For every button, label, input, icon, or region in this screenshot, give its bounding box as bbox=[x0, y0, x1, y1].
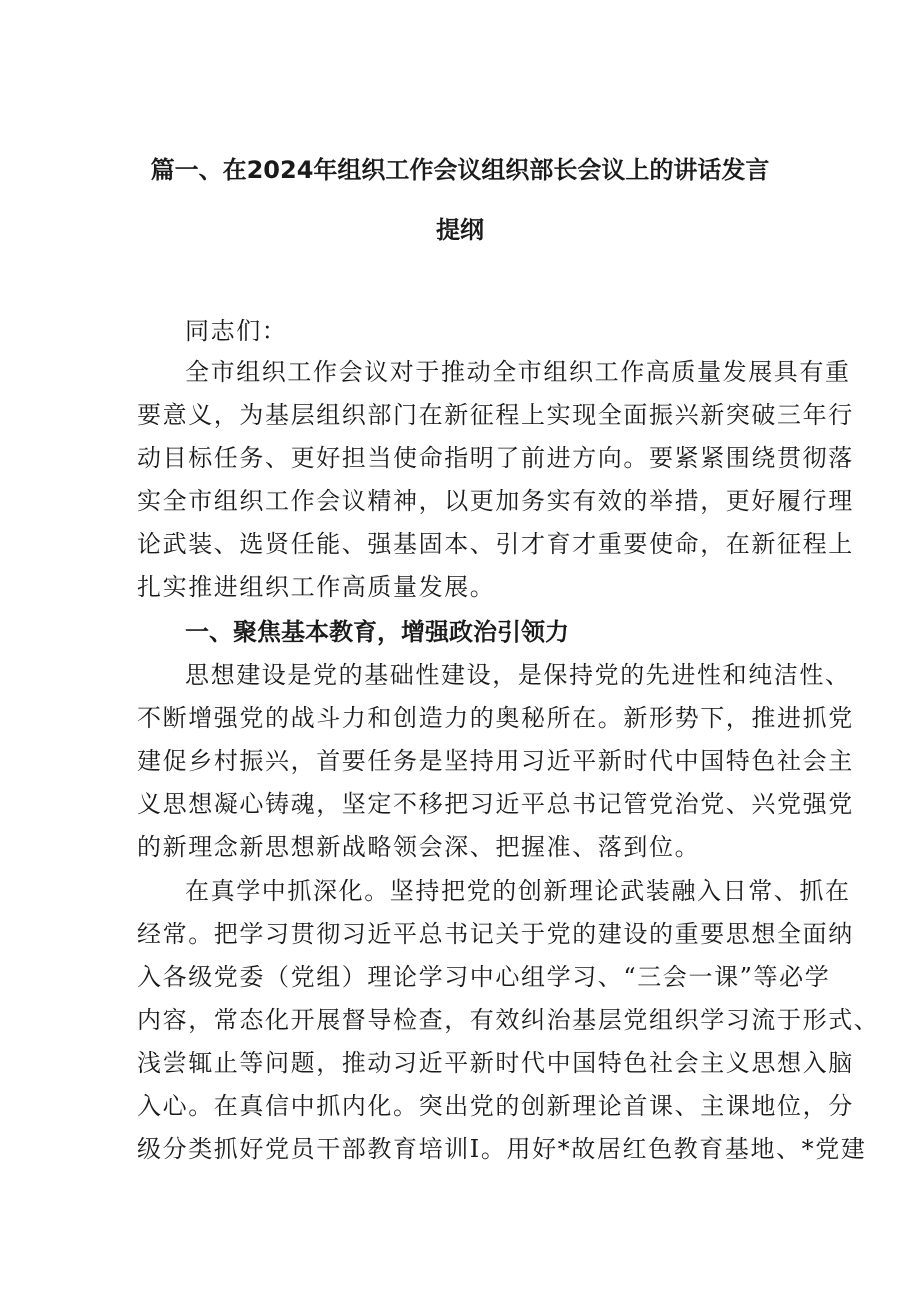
salutation: 同志们： bbox=[185, 317, 288, 345]
paragraph-3-line-3: 入各级党委（党组）理论学习中心组学习、“三会一课”等必学 bbox=[137, 963, 831, 991]
paragraph-1-line-3: 动目标任务、更好担当使命指明了前进方向。要紧紧围绕贯彻落 bbox=[137, 444, 854, 472]
section-1-heading: 一、聚焦基本教育，增强政治引领力 bbox=[185, 618, 569, 646]
paragraph-1-line-6: 扎实推进组织工作高质量发展。 bbox=[137, 573, 496, 601]
paragraph-3-line-4: 内容，常态化开展督导检查，有效纠治基层党组织学习流于形式、 bbox=[137, 1006, 880, 1034]
paragraph-1-line-4: 实全市组织工作会议精神，以更加务实有效的举措，更好履行理 bbox=[137, 487, 854, 515]
paragraph-2-line-4: 义思想凝心铸魂，坚定不移把习近平总书记管党治党、兴党强党 bbox=[137, 790, 854, 818]
paragraph-3-line-1: 在真学中抓深化。坚持把党的创新理论武装融入日常、抓在 bbox=[185, 877, 851, 905]
paragraph-2-line-2: 不断增强党的战斗力和创造力的奥秘所在。新形势下，推进抓党 bbox=[137, 704, 854, 732]
paragraph-1-line-2: 要意义，为基层组织部门在新征程上实现全面振兴新突破三年行 bbox=[137, 401, 854, 429]
document-title-line-1: 篇一、在2024年组织工作会议组织部长会议上的讲话发言 bbox=[150, 156, 770, 184]
paragraph-2-line-1: 思想建设是党的基础性建设，是保持党的先进性和纯洁性、 bbox=[185, 661, 851, 689]
paragraph-1-line-5: 论武装、选贤任能、强基固本、引才育才重要使命，在新征程上 bbox=[137, 530, 854, 558]
paragraph-3-line-5: 浅尝辄止等问题，推动习近平新时代中国特色社会主义思想入脑 bbox=[137, 1049, 854, 1077]
paragraph-3-line-2: 经常。把学习贯彻习近平总书记关于党的建设的重要思想全面纳 bbox=[137, 920, 854, 948]
paragraph-1-line-1: 全市组织工作会议对于推动全市组织工作高质量发展具有重 bbox=[185, 358, 851, 386]
document-title-line-2: 提纲 bbox=[436, 216, 484, 244]
paragraph-3-line-7: 级分类抓好党员干部教育培训I。用好*故居红色教育基地、*党建 bbox=[137, 1135, 867, 1163]
paragraph-3-line-6: 入心。在真信中抓内化。突出党的创新理论首课、主课地位，分 bbox=[137, 1092, 854, 1120]
paragraph-2-line-5: 的新理念新思想新战略领会深、把握准、落到位。 bbox=[137, 833, 701, 861]
paragraph-2-line-3: 建促乡村振兴，首要任务是坚持用习近平新时代中国特色社会主 bbox=[137, 747, 854, 775]
